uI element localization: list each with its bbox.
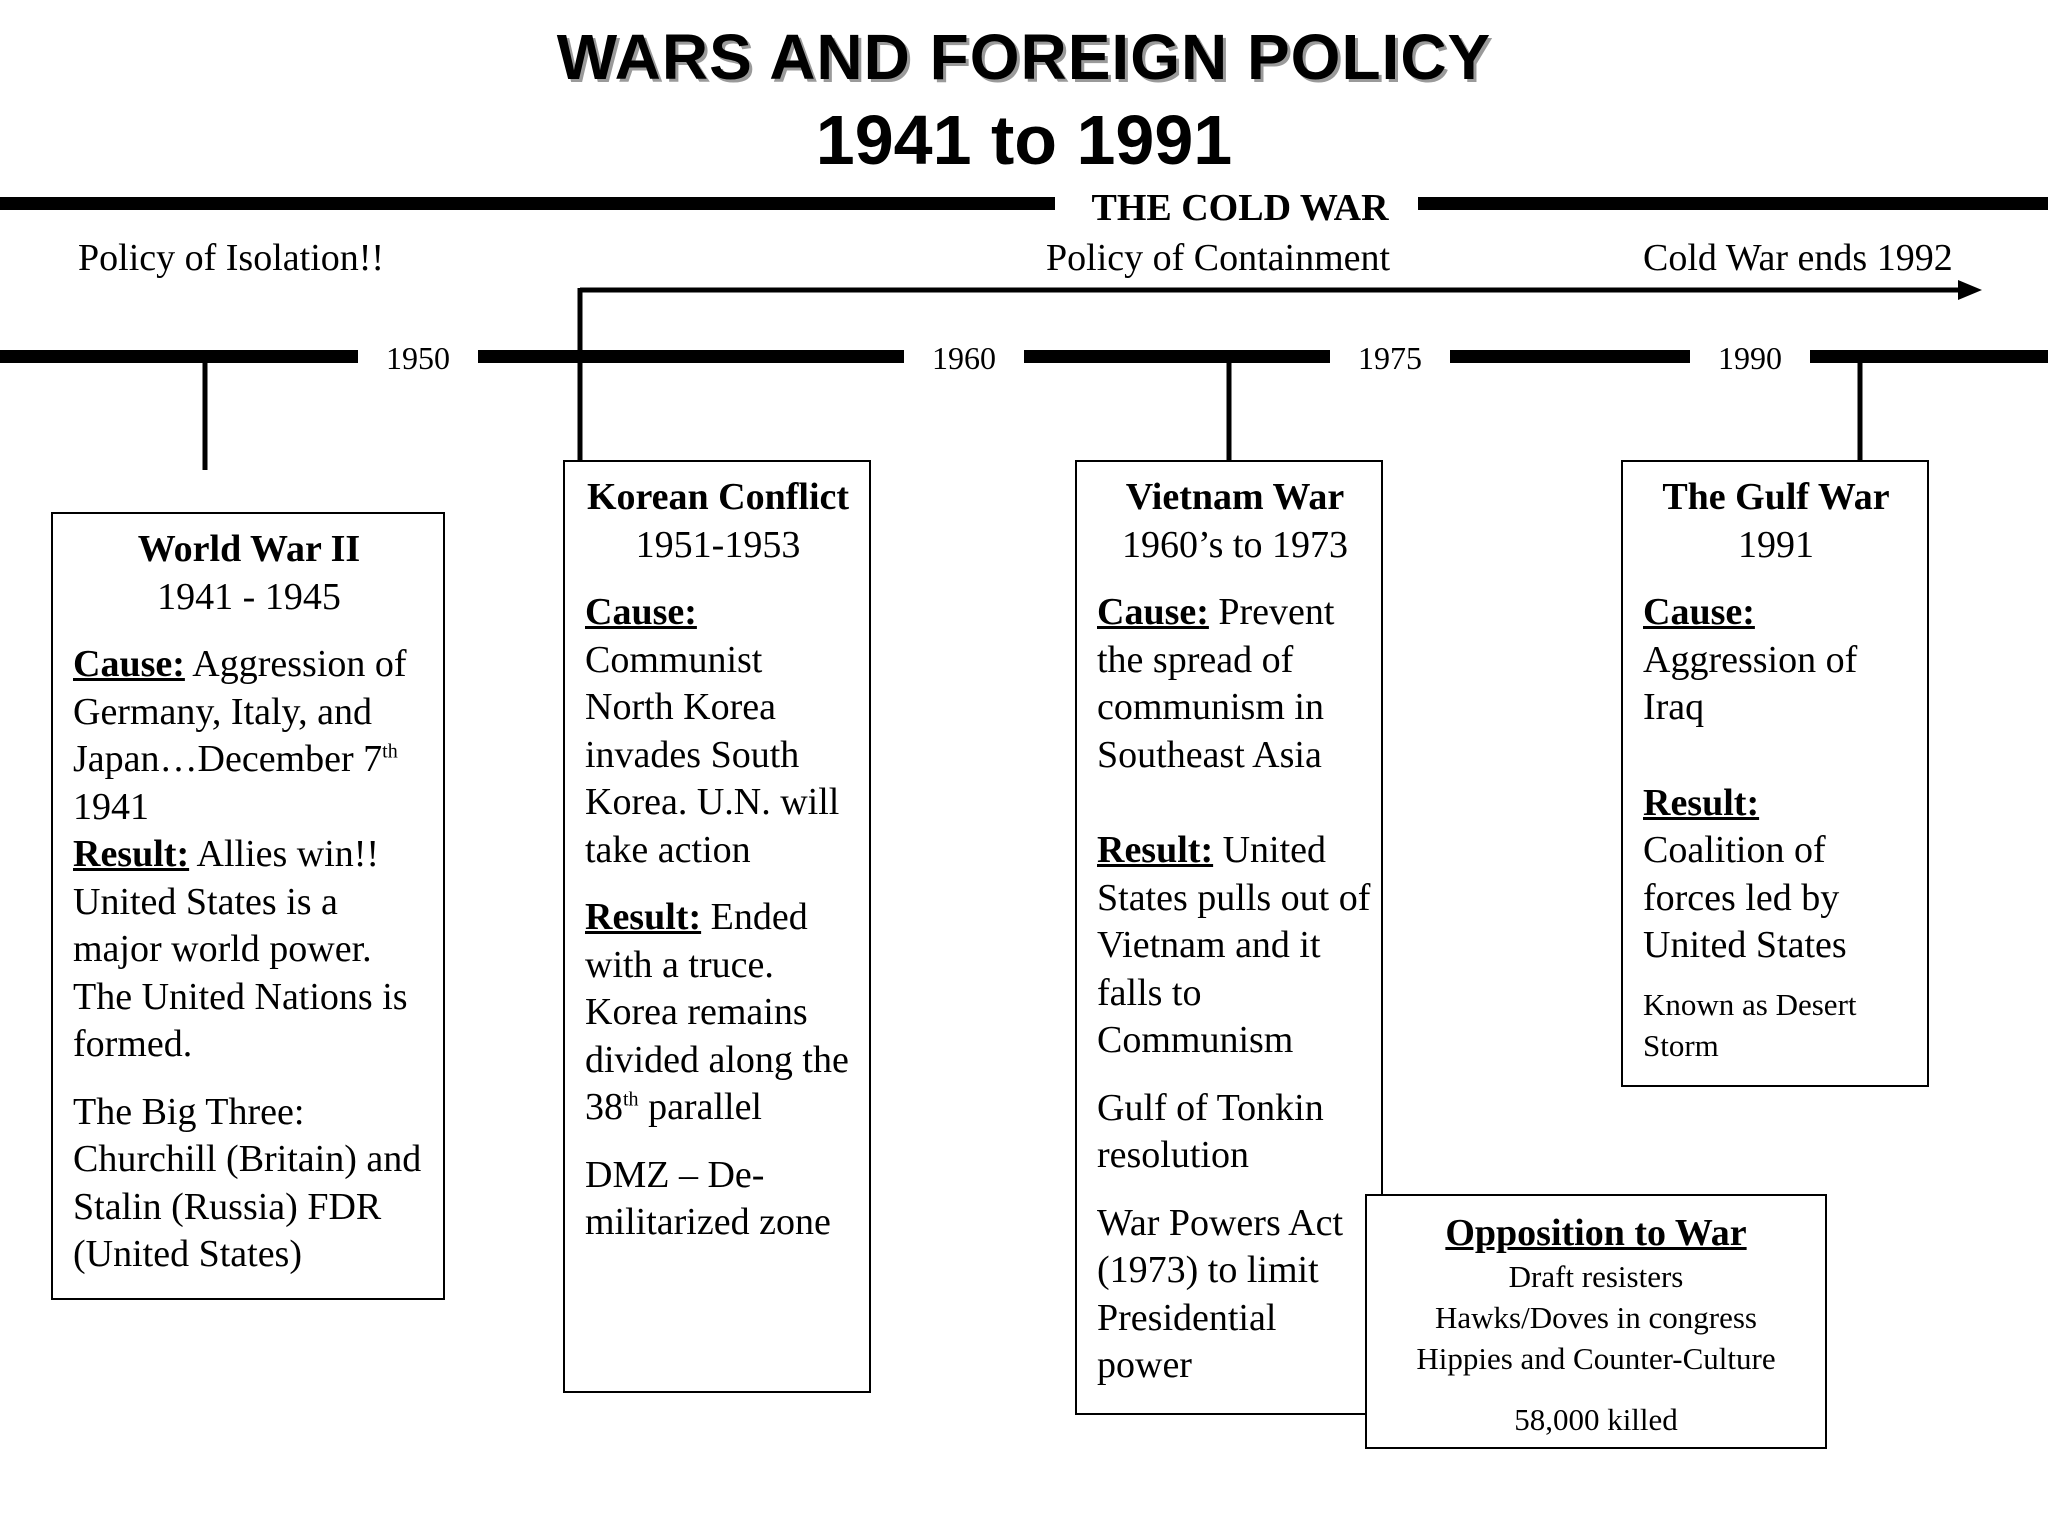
year-1975: 1975	[1358, 340, 1422, 376]
ww2-result-label: Result:	[73, 833, 190, 875]
policy-isolation: Policy of Isolation!!	[78, 237, 385, 279]
korea-name: Korean Conflict	[586, 476, 850, 518]
timeline-bar-seg3	[1024, 350, 1330, 363]
gulf-result-label: Result:	[1643, 781, 1760, 824]
gulf-dates: 1991	[1738, 523, 1814, 566]
korea-result-tail: parallel	[638, 1086, 762, 1128]
gulf-cause-label: Cause:	[1643, 591, 1755, 633]
korea-dates: 1951-1953	[635, 523, 801, 566]
korea-result-text: Ended with a truce. Korea remains divided along the 38	[585, 896, 849, 1128]
ww2-result-text: Allies win!! United States is a major world power. The United Nations is formed.	[73, 833, 408, 1065]
gulf-result-text: Coalition of forces led by United States	[1643, 829, 1847, 966]
year-1960: 1960	[932, 340, 996, 376]
vietnam-dates: 1960’s to 1973	[1122, 523, 1348, 566]
timeline-bar-seg2	[478, 350, 904, 363]
page-title: WARS AND FOREIGN POLICY	[556, 21, 1492, 93]
korea-result	[585, 894, 851, 1132]
year-1990: 1990	[1718, 340, 1782, 376]
policy-containment: Policy of Containment	[1046, 237, 1391, 279]
ww2-note: The Big Three: Churchill (Britain) and Stalin (Russia) FDR (United States)	[73, 1090, 422, 1275]
page-subtitle: 1941 to 1991	[815, 101, 1233, 179]
cold-war-label: THE COLD WAR	[1091, 187, 1389, 229]
vietnam-result-label: Result:	[1097, 829, 1214, 871]
ww2-dates: 1941 - 1945	[157, 575, 341, 618]
korea-result-label: Result:	[585, 896, 702, 938]
gulf-cause	[1643, 589, 1909, 732]
vietnam-cause-label: Cause:	[1097, 591, 1209, 633]
ww2-cause-text: Aggression of Germany, Italy, and Japan…December 7	[73, 643, 407, 780]
ww2-name: World War II	[137, 528, 361, 570]
opposition-item: Draft resisters	[1508, 1259, 1684, 1294]
gulf-note: Known as Desert Storm	[1643, 986, 1857, 1063]
gulf-box	[1621, 460, 1929, 1087]
vietnam-name: Vietnam War	[1125, 476, 1345, 518]
vietnam-note-tonkin: Gulf of Tonkin resolution	[1097, 1086, 1324, 1176]
vietnam-cause	[1097, 589, 1373, 779]
vietnam-box	[1075, 460, 1383, 1415]
vietnam-cause-text: Prevent the spread of communism in Southeast Asia	[1097, 591, 1335, 776]
containment-arrow	[0, 0, 2048, 470]
korea-box	[563, 460, 871, 1393]
vietnam-result	[1097, 827, 1373, 1065]
ww2-cause-tail: 1941	[73, 785, 149, 828]
korea-note: DMZ – De-militarized zone	[585, 1153, 831, 1243]
year-1950: 1950	[386, 340, 450, 376]
gulf-name: The Gulf War	[1662, 476, 1890, 518]
opposition-item: Hippies and Counter-Culture	[1416, 1341, 1776, 1376]
timeline-bar-seg4	[1450, 350, 1690, 363]
vietnam-note-war-powers: War Powers Act (1973) to limit Presidential power	[1097, 1201, 1343, 1386]
timeline-bar-seg5	[1810, 350, 2048, 363]
ww2-result	[73, 831, 425, 1069]
timeline-bar-seg1	[0, 350, 358, 363]
gulf-cause-text: Aggression of Iraq	[1643, 638, 1858, 728]
opposition-box	[1365, 1194, 1827, 1449]
ww2-cause-label: Cause:	[73, 643, 185, 685]
opposition-killed: 58,000 killed	[1514, 1402, 1678, 1437]
opposition-title: Opposition to War	[1445, 1212, 1747, 1254]
cold-war-ends: Cold War ends 1992	[1643, 237, 1953, 279]
vietnam-result-text: United States pulls out of Vietnam and it falls to Communism	[1097, 829, 1371, 1061]
korea-cause-label: Cause:	[585, 591, 697, 633]
gulf-result	[1643, 780, 1909, 970]
ww2-cause	[73, 641, 425, 831]
opposition-item: Hawks/Doves in congress	[1434, 1300, 1757, 1335]
korea-result-sup: th	[623, 1088, 639, 1111]
ww2-cause-sup: th	[382, 740, 398, 763]
korea-cause-text: Communist North Korea invades South Korea. U.N. will take action	[585, 638, 840, 871]
ww2-box	[51, 512, 445, 1300]
korea-cause	[585, 589, 851, 874]
